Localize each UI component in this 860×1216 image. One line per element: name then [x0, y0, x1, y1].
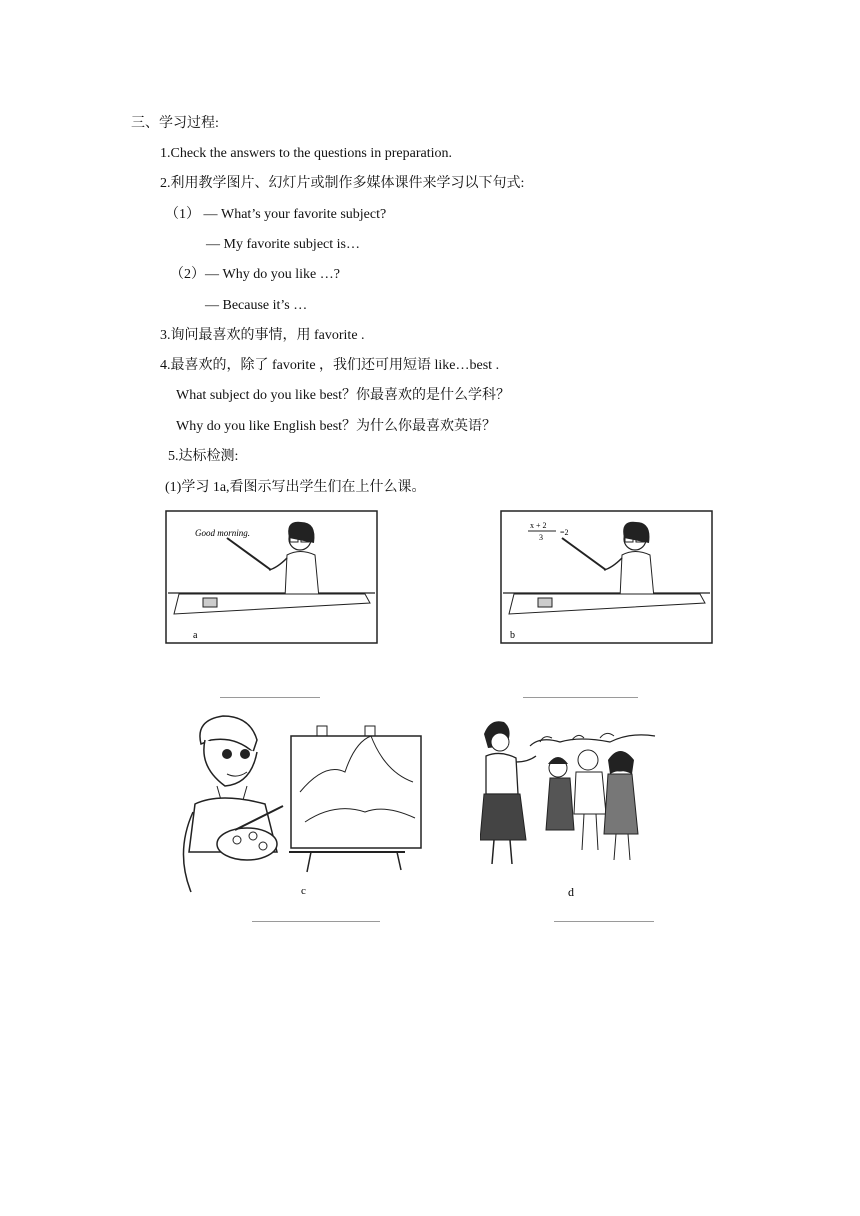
item-5: 5.达标检测: — [168, 449, 239, 464]
dialog-question-1: （1） — What’s your favorite subject? — [165, 207, 387, 222]
example-2: Why do you like English best？为什么你最喜欢英语？ — [176, 419, 497, 434]
answer-blank-c — [252, 921, 380, 922]
board-formula-top: x + 2 — [530, 521, 547, 530]
item-3: 3.询问最喜欢的事情，用 favorite . — [160, 328, 365, 343]
answer-blank-d — [554, 921, 654, 922]
item-1: 1.Check the answers to the questions in preparation. — [160, 146, 452, 161]
dialog-answer-1: — My favorite subject is… — [206, 237, 360, 252]
picture-a-label: a — [193, 630, 198, 641]
dialog-question-2: （2）— Why do you like …? — [170, 267, 340, 282]
picture-c-label: c — [301, 885, 306, 897]
item-2: 2.利用教学图片、幻灯片或制作多媒体课件来学习以下句式: — [160, 176, 525, 191]
example-1: What subject do you like best？你最喜欢的是什么学科？ — [176, 388, 511, 403]
picture-c — [165, 712, 435, 902]
item-4: 4.最喜欢的，除了 favorite ，我们还可用短语 like…best . — [160, 358, 500, 373]
picture-b — [500, 510, 713, 644]
answer-blank-b — [523, 697, 638, 698]
picture-d — [480, 712, 660, 902]
answer-blank-a — [220, 697, 320, 698]
picture-a — [165, 510, 378, 644]
exercise-instruction: (1)学习 1a,看图示写出学生们在上什么课。 — [165, 480, 426, 495]
board-formula-right: =2 — [560, 528, 569, 537]
board-formula-bottom: 3 — [539, 533, 543, 542]
dialog-answer-2: — Because it’s … — [205, 298, 308, 313]
picture-d-label: d — [568, 885, 574, 899]
picture-b-label: b — [510, 630, 515, 641]
section-heading: 三、学习过程: — [131, 116, 219, 131]
board-text-a: Good morning. — [195, 528, 251, 538]
